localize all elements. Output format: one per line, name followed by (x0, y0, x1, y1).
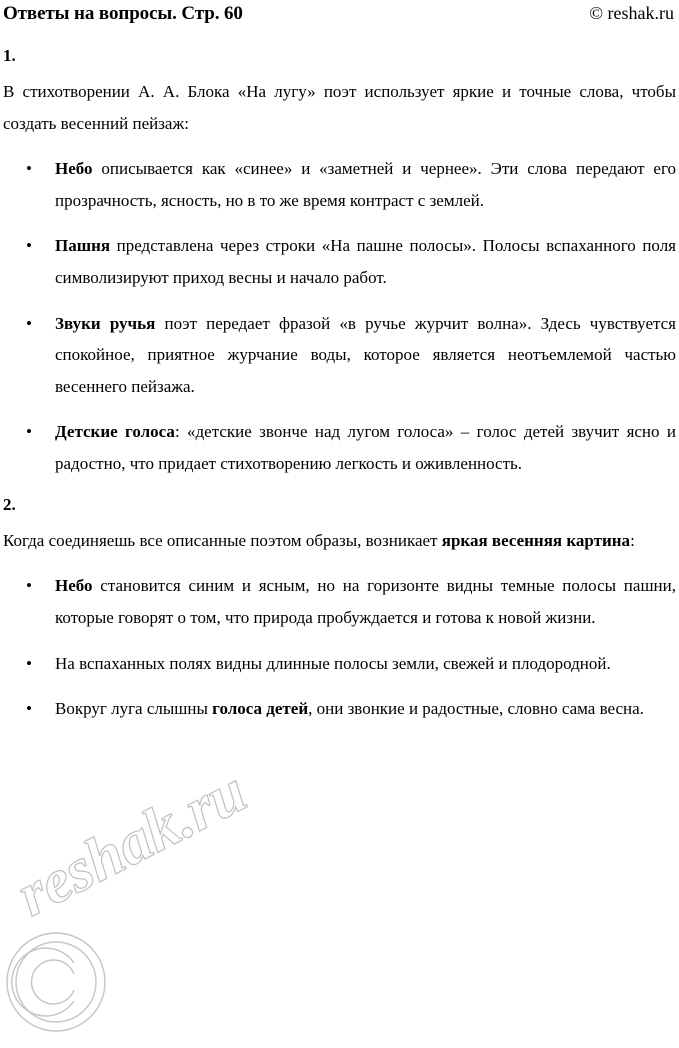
page-title: Ответы на вопросы. Стр. 60 (3, 3, 243, 24)
list-item (0, 693, 679, 725)
copyright-notice: © reshak.ru (589, 3, 674, 23)
list-item (0, 153, 679, 216)
list-item (0, 416, 679, 479)
list-item-text-before: Вокруг луга слышны (55, 699, 213, 719)
section-2-intro (0, 525, 679, 557)
page-header (0, 0, 679, 29)
list-item-lead: Детские голоса (55, 422, 175, 442)
bullet-icon: • (26, 159, 32, 179)
bullet-icon: • (26, 313, 32, 333)
section-1-intro: В стихотворении А. А. Блока «На лугу» поэт использует яркие и точные слова, чтобы создать весенний пейзаж: (3, 82, 676, 133)
section-2-intro-after: : (630, 530, 635, 550)
bullet-icon: • (26, 699, 32, 719)
list-item-text: На вспаханных полях видны длинные полосы земли, свежей и плодородной. (55, 653, 611, 673)
section-2-intro-emphasis: яркая весенняя картина (441, 530, 631, 550)
list-item (0, 230, 679, 293)
reshak-watermark-text: reshak.ru (6, 757, 257, 930)
list-item (0, 570, 679, 633)
bullet-icon: • (26, 236, 32, 256)
section-2-intro-before: Когда соединяешь все описанные поэтом образы, возникает (3, 530, 442, 550)
list-item-lead: Небо (55, 159, 93, 179)
copyright-watermark-icon (4, 930, 108, 1034)
list-item-text: : «детские звонче над лугом голоса» – голос детей звучит ясно и радостно, что придает стихотворению легкость и оживленность. (55, 422, 677, 474)
list-item-lead: Звуки ручья (55, 313, 156, 333)
list-item-text: описывается как «синее» и «заметней и чернее». Эти слова передают его прозрачность, ясность, но в то же время контраст с землей. (55, 159, 676, 210)
list-item-text: представлена через строки «На пашне полосы». Полосы вспаханного поля символизируют приход весны и начало работ. (55, 236, 676, 288)
bullet-icon: • (26, 422, 32, 442)
list-item-lead: голоса детей (212, 699, 309, 719)
section-number-2: 2. (3, 494, 16, 514)
list-item (0, 648, 679, 680)
list-item-lead: Пашня (55, 236, 111, 256)
list-item-text: становится синим и ясным, но на горизонте видны темные полосы пашни, которые говорят о том, что природа пробуждается и готова к новой жизни. (55, 576, 676, 627)
list-item (0, 308, 679, 403)
section-1-bullet-list (0, 153, 679, 479)
list-item-text: , они звонкие и радостные, словно сама весна. (308, 699, 644, 719)
section-2-bullet-list (0, 570, 679, 724)
bullet-icon: • (26, 576, 32, 596)
bullet-icon: • (26, 653, 32, 673)
section-number-1: 1. (3, 46, 16, 65)
list-item-text: поэт передает фразой «в ручье журчит волна». Здесь чувствуется спокойное, приятное журчание воды, которое является неотъемлемой частью весеннего пейзажа. (55, 313, 677, 396)
list-item-lead: Небо (55, 576, 93, 596)
